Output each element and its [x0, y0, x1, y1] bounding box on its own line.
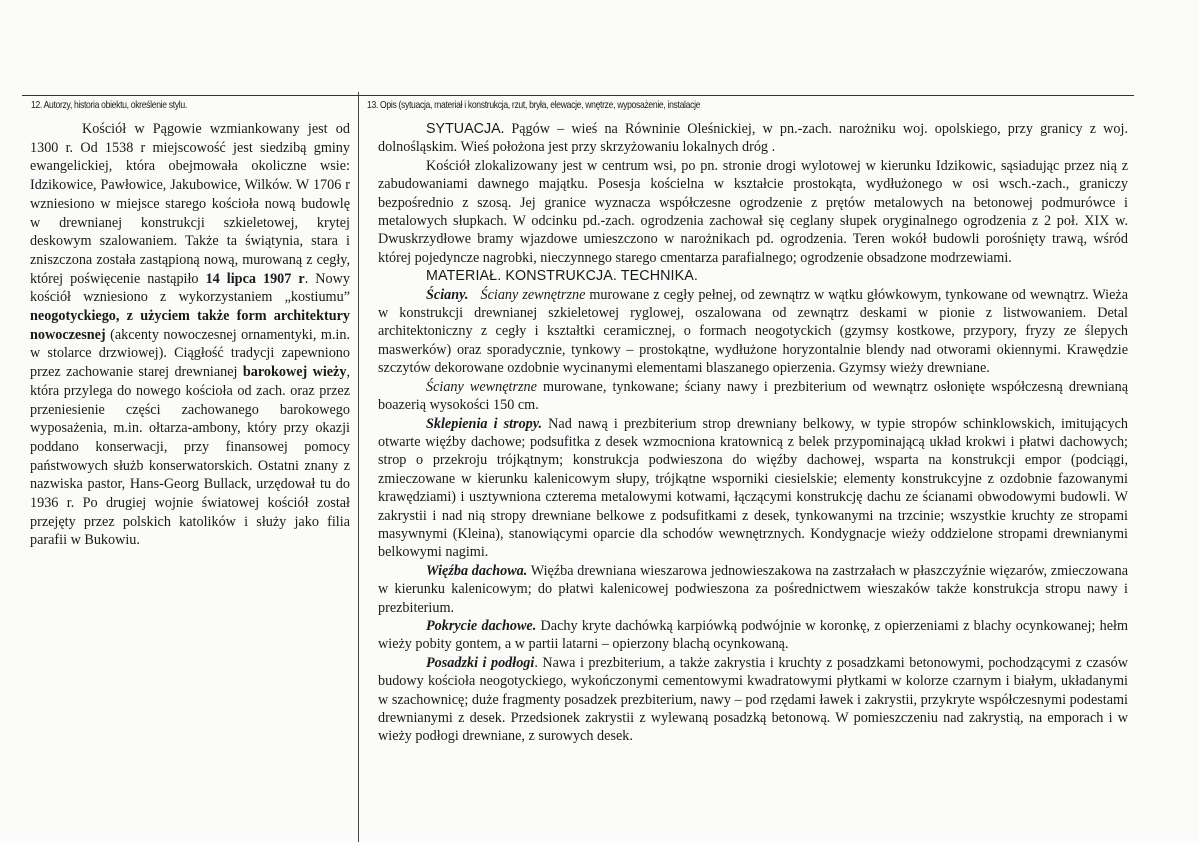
location-paragraph: Kościół zlokalizowany jest w centrum wsi, po pn. stronie drogi wylotowej w kierunku Idzikowic, sąsiadując przez nią z zabudowaniami dawnego majątku. Posesja kościelna w kształcie prostokąta, wydłużonego w osi wsch.-zach., graniczy bezpośrednio z szosą. Jej granice wyznacza współczesne ogrodzenie z prętów metalowych na betonowej podmurówce i metalowych słupkach. W odcinku pd.-zach. ogrodzenia zachował się ceglany słupek oryginalnego ogrodzenia z 2 poł. XIX w. Dwuskrzydłowe bramy wjazdowe umieszczono w narożnikach pd. ogrodzenia. Teren wokół budowli porośnięty trawą, wśród której pojedyncze nagrobki, nieczynnego starego cmentarza parafialnego; ogrodzenie obsadzone modrzewiami.	[378, 157, 1128, 266]
history-paragraph: Kościół w Pągowie wzmiankowany jest od 1300 r. Od 1538 r miejscowość jest siedzibą gminy ewangelickiej, która obejmowała okoliczne wsie: Idzikowice, Pawłowice, Jakubowice, Wilków. W 1706 r wzniesiono w miejsce starego kościoła nową budowlę w drewnianej konstrukcji szkieletowej, krytej deskowym szalowaniem. Także ta świątynia, stara i zniszczona została zastąpioną nową, murowaną z cegły, której poświęcenie nastąpiło 14 lipca 1907 r. Nowy kościół wzniesiono z wykorzystaniem „kostiumu” neogotyckiego, z użyciem także form architektury nowoczesnej (akcenty nowoczesnej ornamentyki, m.in. w stolarce drzwiowej). Ciągłość tradycji zapewniono przez zachowanie starej drewnianej barokowej wieży, która przylega do nowego kościoła od zach. oraz przez przeniesienie części zachowanego barokowego wyposażenia, m.in. ołtarza-ambony, który przy okazji poddano konserwacji, przy finansowej pomocy państwowych służb konserwatorskich. Ostatni znany z nazwiska pastor, Hans-Georg Bullack, urzędował tu do 1936 r. Po drugiej wojnie światowej kościół został przejęty przez polskich katolików i służy jako filia parafii w Bukowiu.	[30, 121, 350, 549]
roof-cover-label: Pokrycie dachowe.	[426, 617, 537, 634]
column-divider	[358, 92, 359, 842]
style-text: neogotyckiego, z użyciem także form architektury nowoczesnej	[30, 308, 350, 343]
vaults-label: Sklepienia i stropy.	[426, 415, 543, 432]
vaults-paragraph: Sklepienia i stropy. Nad nawą i prezbiterium strop drewniany belkowy, w typie stropów schinklowskich, imitujących otwarte więźby dachowe; podsufitka z desek wzmocniona kratownicą z belek przypominającą układ krokwi i płatwi dachowych; strop o przekroju trójkątnym; konstrukcja podwieszona do więźby dachowej, wsparta na konstrukcji empor (podciągi, zmieczowane w kierunku kalenicowym słupy, trójkątne wsporniki ciesielskie; elementy konstrukcyjne z ozdobnie fazowanymi krawędziami) i usztywniona czterema metalowymi kotwami, łączącymi konstrukcję dachu ze ścianami obwodowymi budowli. W zakrystii i nad nią stropy drewniane belkowe z podsufitkami z desek, tynkowanymi na trzcinie; wszystkie kruchty ze stropami masywnymi (Kleina), stanowiącymi oparcie dla schodów wewnętrznych. Kondygnacje wieży oddzielone stropami drewnianymi belkowymi nagimi.	[378, 415, 1128, 561]
material-heading: MATERIAŁ. KONSTRUKCJA. TECHNIKA.	[426, 268, 698, 285]
section-12-header: 12. Autorzy, historia obiektu, określenie stylu.	[31, 99, 187, 111]
situation-paragraph: SYTUACJA. Pągów – wieś na Równinie Oleśnickiej, w pn.-zach. narożniku woj. opolskiego, przy granicy z woj. dolnośląskim. Wieś położona jest przy skrzyżowaniu lokalnych dróg .	[378, 121, 1128, 156]
section-13-header: 13. Opis (sytuacja, materiał i konstrukcja, rzut, bryła, elewacje, wnętrze, wyposażenie, instalacje	[367, 99, 701, 111]
tower-text: barokowej wieży	[242, 364, 347, 381]
roof-truss-paragraph: Więźba dachowa. Więźba drewniana wieszarowa jednowieszakowa na zastrzałach w płaszczyźnie więzarów, zmieczowana w kierunku kalenicowym; do płatwi kalenicowej podwieszona za pośrednictwem wieszaków także konstrukcja stropu nawy i prezbiterium.	[378, 562, 1128, 616]
walls-paragraph: Ściany. Ściany zewnętrzne murowane z cegły pełnej, od zewnątrz w wątku główkowym, tynkowane od wewnątrz. Wieża w konstrukcji drewnianej szkieletowej ryglowej, oszalowana od zewnątrz deskami w pionie z listwowaniem. Detal architektoniczny z cegły i kształtki ceramicznej, o formach neogotyckich (gzymsy kostkowe, przypory, fryzy ze ślepych maswerków) oraz sporadycznie, tynkowy – prostokątne, wydłużone horyzontalnie blendy nad otworami okiennymi. Krawędzie szczytów dekorowane ozdobnie wycinanymi elementami blaszanego opierzenia. Gzymsy wieży drewniane.	[378, 286, 1128, 377]
walls-label: Ściany.	[426, 286, 469, 303]
floors-label: Posadzki i podłogi	[426, 654, 535, 671]
floors-paragraph: Posadzki i podłogi. Nawa i prezbiterium, a także zakrystia i kruchty z posadzkami betonowymi, pochodzącymi z czasów budowy kościoła neogotyckiego, wykończonymi cementowymi kwadratowymi płytkami w kolorze czarnym i białym, układanymi w szachownicę; duże fragmenty posadzek prezbiterium, nawy – pod rzędami ławek i zakrystii, przykryte współczesnymi podestami drewnianymi z desek. Przedsionek zakrystii z wylewaną posadzką betonową. W pomieszczeniu nad zakrystią, na emporach i w wieży podłogi drewniane, z surowych desek.	[378, 654, 1128, 745]
consecration-date: 14 lipca 1907 r	[205, 270, 305, 287]
header-rule	[22, 95, 1134, 96]
roof-cover-paragraph: Pokrycie dachowe. Dachy kryte dachówką karpiówką podwójnie w koronkę, z opierzeniami z blachy ocynkowanej; hełm wieży pobity gontem, a w partii latarni – opierzony blachą ocynkowaną.	[378, 617, 1129, 653]
description-column	[378, 120, 1128, 746]
history-column	[30, 120, 350, 550]
roof-truss-label: Więźba dachowa.	[426, 562, 528, 579]
inner-walls-paragraph: Ściany wewnętrzne murowane, tynkowane; ściany nawy i prezbiterium od wewnątrz osłonięte współczesną drewnianą boazerią wysokości 150 cm.	[378, 378, 1128, 414]
situation-heading: SYTUACJA	[426, 121, 501, 137]
